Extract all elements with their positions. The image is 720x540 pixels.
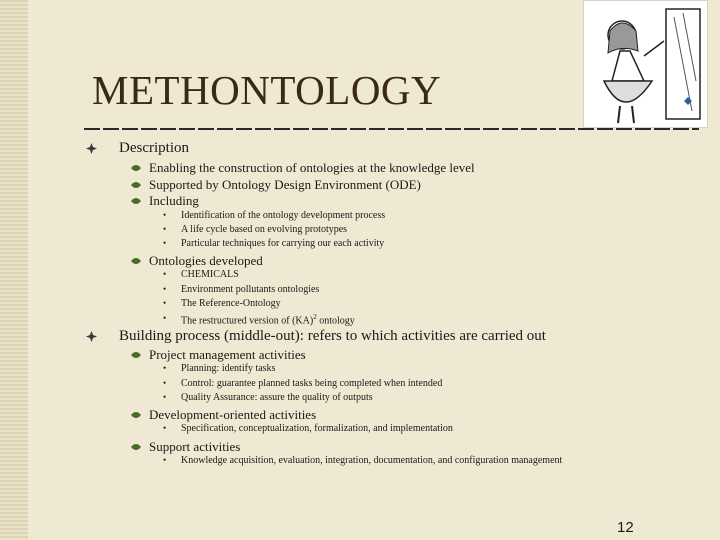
ka-superscript: 2 [313,313,317,321]
including-subitem: Particular techniques for carrying our each activity [181,238,385,249]
leaf-bullet-icon [131,163,141,173]
dot-bullet-icon: • [163,423,167,433]
dot-bullet-icon: • [163,455,167,465]
support-item: Knowledge acquisition, evaluation, integration, documentation, and configuration management [181,455,563,466]
description-item: Including [149,193,199,208]
including-subitem: Identification of the ontology development process [181,210,386,221]
project-item: Planning: identify tasks [181,363,276,374]
ontologies-developed-heading: Ontologies developed [149,253,263,268]
fleuron-bullet-icon [86,143,97,154]
including-subitem: A life cycle based on evolving prototypes [181,224,348,235]
leaf-bullet-icon [131,442,141,452]
ontology-item: The Reference-Ontology [181,298,281,309]
support-heading: Support activities [149,439,241,454]
ka-ontology-text: The restructured version of (KA) [181,315,314,327]
dot-bullet-icon: • [163,269,167,279]
ontology-item [181,313,355,326]
dot-bullet-icon: • [163,363,167,373]
leaf-bullet-icon [131,196,141,206]
fleuron-bullet-icon [86,331,97,342]
leaf-bullet-icon [131,180,141,190]
development-heading: Development-oriented activities [149,407,317,422]
description-heading: Description [119,140,189,156]
ka-ontology-suffix: ontology [316,315,355,327]
slide-title: METHONTOLOGY [92,67,442,113]
dot-bullet-icon: • [163,238,167,248]
dot-bullet-icon: • [163,313,167,323]
dot-bullet-icon: • [163,284,167,294]
description-item: Enabling the construction of ontologies at the knowledge level [149,160,475,175]
dot-bullet-icon: • [163,378,167,388]
page-number: 12 [617,519,634,536]
project-management-heading: Project management activities [149,347,306,362]
dot-bullet-icon: • [163,392,167,402]
dot-bullet-icon: • [163,298,167,308]
project-item: Control: guarantee planned tasks being completed when intended [181,378,443,389]
dot-bullet-icon: • [163,210,167,220]
left-texture-stripe [0,0,28,540]
leaf-bullet-icon [131,410,141,420]
alice-looking-glass-illustration [583,0,708,128]
building-process-heading: Building process (middle-out): refers to which activities are carried out [119,328,546,344]
ontology-item: Environment pollutants ontologies [181,284,320,295]
leaf-bullet-icon [131,350,141,360]
leaf-bullet-icon [131,256,141,266]
description-item: Supported by Ontology Design Environment (ODE) [149,177,421,192]
dot-bullet-icon: • [163,224,167,234]
development-item: Specification, conceptualization, formalization, and implementation [181,423,453,434]
ontology-item: CHEMICALS [181,269,239,280]
project-item: Quality Assurance: assure the quality of outputs [181,392,373,403]
